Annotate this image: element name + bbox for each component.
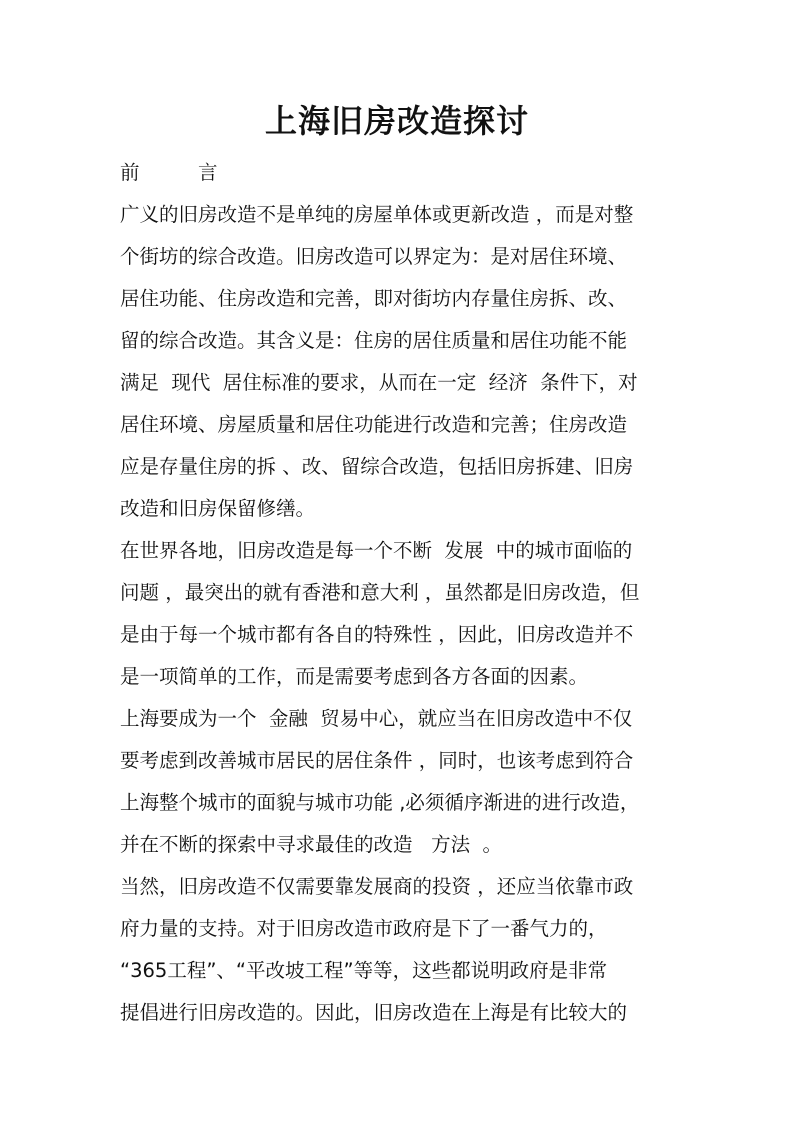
text-line: 问题 ，最突出的就有香港和意大利 ，虽然都是旧房改造，但 — [120, 581, 640, 604]
document-title: 上海旧房改造探讨 — [264, 102, 529, 140]
text-line: 要考虑到改善城市居民的居住条件 ，同时，也该考虑到符合 — [120, 749, 634, 772]
text-line: 在世界各地，旧房改造是每一个不断 发展 中的城市面临的 — [120, 539, 633, 562]
text-line: 并在不断的探索中寻求最佳的改造 方法 。 — [120, 833, 502, 856]
text-line: 上海要成为一个 金融 贸易中心，就应当在旧房改造中不仅 — [120, 707, 633, 730]
text-line: 留的综合改造。其含义是：住房的居住质量和居住功能不能 — [120, 329, 628, 352]
body-text — [120, 156, 680, 1038]
text-line: 当然，旧房改造不仅需要靠发展商的投资 ，还应当依靠市政 — [120, 875, 634, 898]
section-heading: 前 言 — [120, 161, 218, 184]
text-line: 是由于每一个城市都有各自的特殊性 ，因此，旧房改造并不 — [120, 623, 634, 646]
text-line: 个街坊的综合改造。旧房改造可以界定为：是对居住环境、 — [120, 245, 628, 268]
text-line: 广义的旧房改造不是单纯的房屋单体或更新改造 ，而是对整 — [120, 203, 634, 226]
text-line: “365工程”、“平改坡工程”等等，这些都说明政府是非常 — [120, 959, 608, 982]
text-line: 是一项简单的工作，而是需要考虑到各方各面的因素。 — [120, 665, 589, 688]
text-line: 提倡进行旧房改造的。因此，旧房改造在上海是有比较大的 — [120, 1001, 628, 1024]
text-line: 府力量的支持。对于旧房改造市政府是下了一番气力的， — [120, 917, 608, 940]
text-line: 应是存量住房的拆 、改、留综合改造，包括旧房拆建、旧房 — [120, 455, 634, 478]
text-line: 改造和旧房保留修缮。 — [120, 497, 316, 520]
text-line: 上海整个城市的面貌与城市功能 ,必须循序渐进的进行改造， — [120, 791, 640, 814]
text-line: 居住环境、房屋质量和居住功能进行改造和完善；住房改造 — [120, 413, 628, 436]
text-line: 居住功能、住房改造和完善，即对街坊内存量住房拆、改、 — [120, 287, 628, 310]
text-line: 满足 现代 居住标准的要求，从而在一定 经济 条件下，对 — [120, 371, 638, 394]
